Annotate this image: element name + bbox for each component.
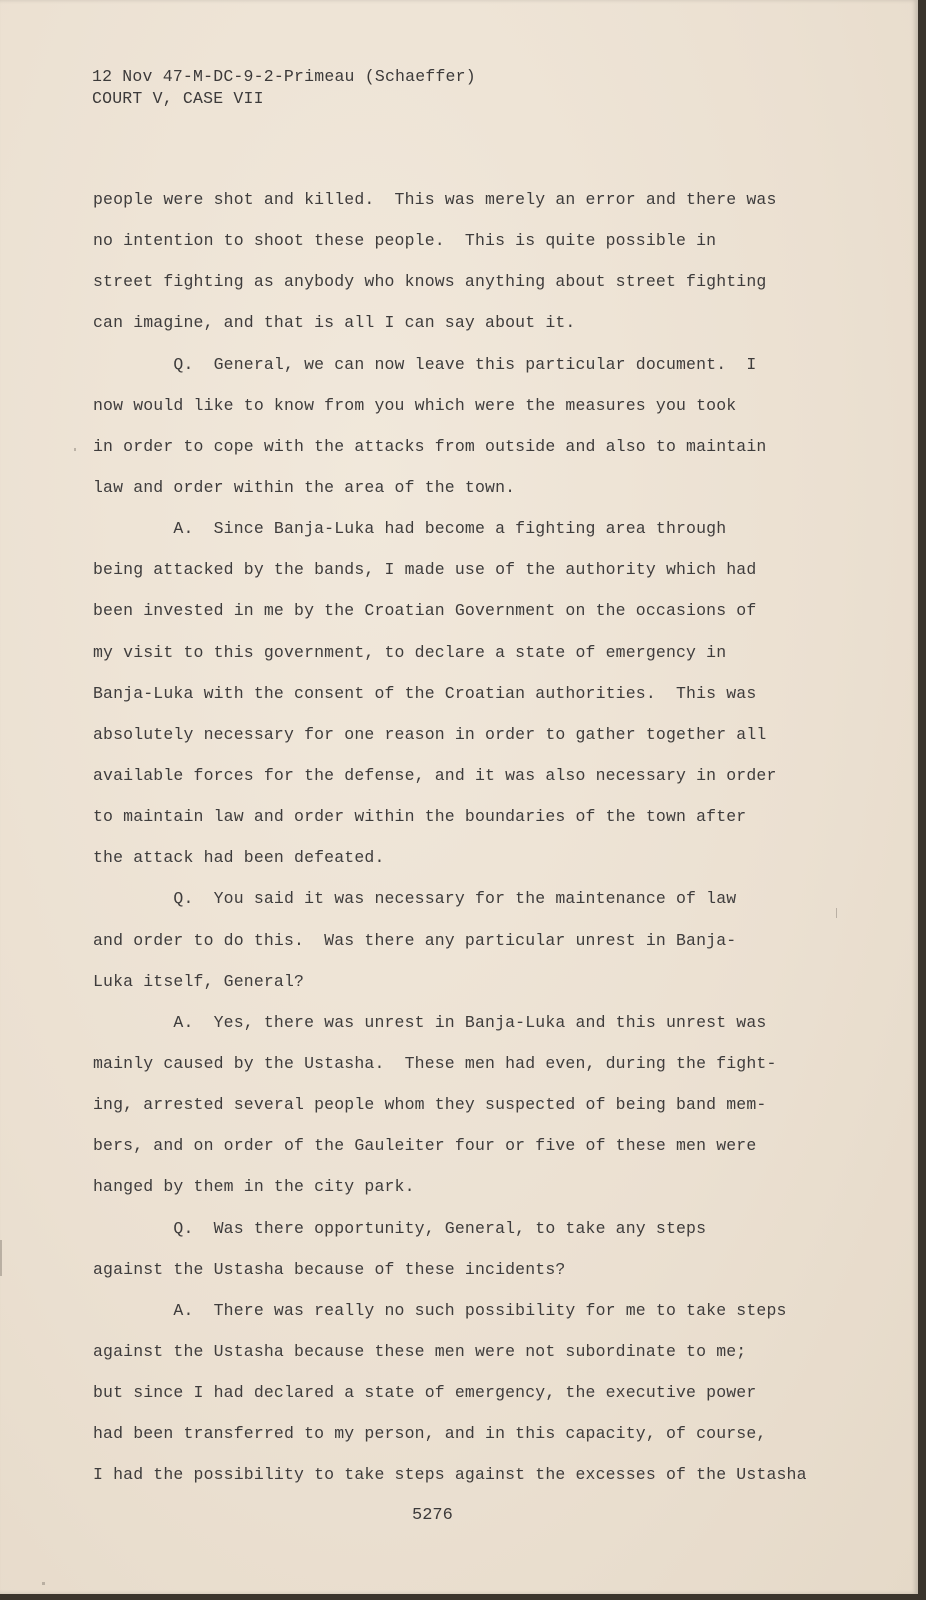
transcript-line: had been transferred to my person, and in this capacity, of course, bbox=[93, 1424, 767, 1444]
transcript-line: Q. Was there opportunity, General, to take any steps bbox=[93, 1218, 707, 1238]
transcript-line: people were shot and killed. This was merely an error and there was bbox=[93, 190, 777, 209]
transcript-line: bers, and on order of the Gauleiter four or five of these men were bbox=[93, 1136, 757, 1156]
transcript-line: in order to cope with the attacks from outside and also to maintain bbox=[93, 436, 767, 456]
transcript-line: absolutely necessary for one reason in order to gather together all bbox=[93, 724, 767, 744]
paper-mark bbox=[42, 1582, 45, 1585]
transcript-line: mainly caused by the Ustasha. These men had even, during the fight- bbox=[93, 1053, 777, 1073]
transcript-line: law and order within the area of the town. bbox=[93, 477, 516, 497]
transcript-line: against the Ustasha because these men were not subordinate to me; bbox=[93, 1341, 747, 1361]
transcript-line: Luka itself, General? bbox=[93, 971, 305, 991]
paper-mark bbox=[836, 908, 837, 918]
transcript-line: street fighting as anybody who knows anything about street fighting bbox=[93, 272, 767, 292]
transcript-line: A. Since Banja-Luka had become a fighting area through bbox=[93, 519, 727, 539]
transcript-line: no intention to shoot these people. This is quite possible in bbox=[93, 231, 717, 251]
transcript-line: but since I had declared a state of emergency, the executive power bbox=[93, 1383, 757, 1403]
header-court-case: COURT V, CASE VII bbox=[92, 89, 264, 108]
transcript-line: being attacked by the bands, I made use of the authority which had bbox=[93, 560, 757, 580]
transcript-line: the attack had been defeated. bbox=[93, 848, 385, 868]
transcript-line: Banja-Luka with the consent of the Croatian authorities. This was bbox=[93, 683, 757, 703]
page-number: 5276 bbox=[412, 1506, 453, 1525]
header-case-reference: 12 Nov 47-M-DC-9-2-Primeau (Schaeffer) bbox=[92, 67, 476, 86]
transcript-line: ing, arrested several people whom they suspected of being band mem- bbox=[93, 1095, 767, 1115]
transcript-line: Q. You said it was necessary for the maintenance of law bbox=[93, 889, 737, 909]
transcript-line: now would like to know from you which were the measures you took bbox=[93, 395, 737, 415]
transcript-line: A. Yes, there was unrest in Banja-Luka and this unrest was bbox=[93, 1012, 767, 1032]
document-header bbox=[92, 66, 476, 110]
transcript-line: can imagine, and that is all I can say about it. bbox=[93, 313, 576, 333]
transcript-line: been invested in me by the Croatian Government on the occasions of bbox=[93, 601, 757, 621]
transcript-line: my visit to this government, to declare a state of emergency in bbox=[93, 642, 727, 662]
transcript-line: A. There was really no such possibility for me to take steps bbox=[93, 1300, 787, 1320]
transcript-body bbox=[93, 187, 853, 1504]
transcript-line: to maintain law and order within the boundaries of the town after bbox=[93, 807, 747, 827]
transcript-line: I had the possibility to take steps against the excesses of the Ustasha bbox=[93, 1465, 807, 1485]
transcript-line: hanged by them in the city park. bbox=[93, 1177, 415, 1197]
transcript-line: available forces for the defense, and it was also necessary in order bbox=[93, 765, 777, 785]
transcript-line: against the Ustasha because of these incidents? bbox=[93, 1259, 566, 1279]
paper-mark bbox=[0, 1240, 2, 1276]
transcript-line: Q. General, we can now leave this particular document. I bbox=[93, 354, 757, 374]
transcript-line: and order to do this. Was there any particular unrest in Banja- bbox=[93, 930, 737, 950]
paper-mark bbox=[74, 448, 76, 451]
